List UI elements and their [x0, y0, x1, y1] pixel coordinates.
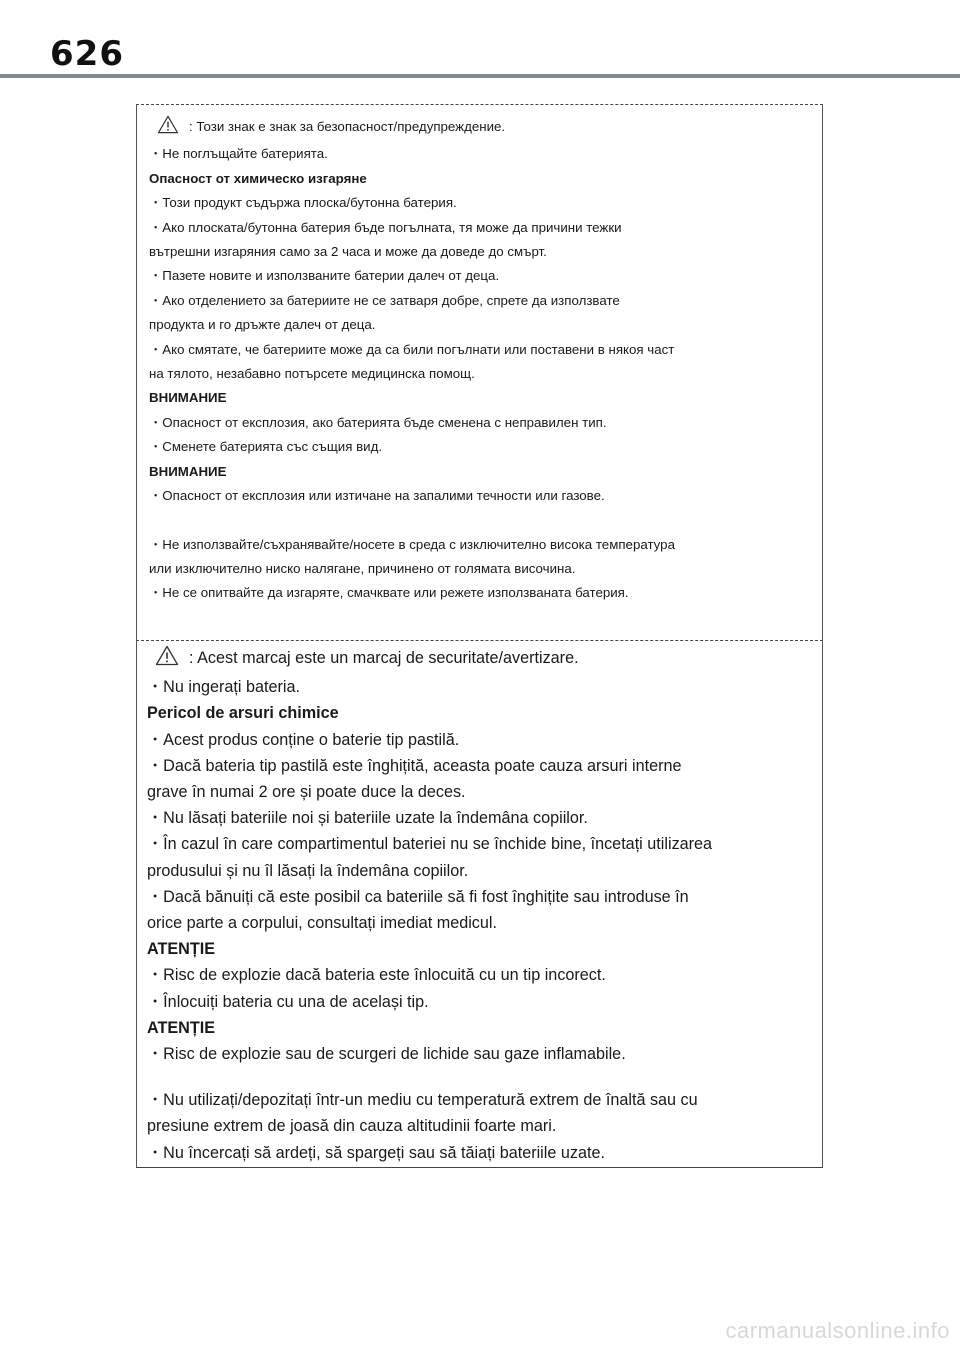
romanian-warning-box — [136, 641, 823, 1168]
ro-line-13: ・Nu utilizați/depozitați într-un mediu cu temperatură extrem de înaltă sau cu — [147, 1091, 698, 1110]
ro-line-10: ・Risc de explozie dacă bateria este înlocuită cu un tip incorect. — [147, 966, 606, 985]
warning-triangle-icon — [157, 115, 179, 142]
bulgarian-warning-box — [136, 104, 823, 641]
bg-line-13: ・Не използвайте/съхранявайте/носете в среда с изключително висока температура — [149, 536, 675, 552]
ro-title-text: : Acest marcaj este un marcaj de securitate/avertizare. — [189, 649, 579, 667]
ro-line-6: ・În cazul în care compartimentul bateriei nu se închide bine, încetați utilizarea — [147, 835, 713, 854]
ro-line-11: ・Înlocuiți bateria cu una de același tip. — [147, 992, 429, 1011]
ro-line-3: ・Dacă bateria tip pastilă este înghițită, aceasta poate cauza arsuri interne — [147, 756, 682, 775]
ro-line-14: presiune extrem de joasă din cauza altitudinii foarte mari. — [147, 1117, 557, 1136]
ro-line-4: grave în numai 2 ore și poate duce la deces. — [147, 783, 466, 802]
bg-spacer — [149, 509, 810, 533]
ro-line-15: ・Nu încercați să ardeți, să spargeți sau să tăiați bateriile uzate. — [147, 1143, 605, 1162]
bg-title-line — [149, 115, 810, 142]
bg-line-11: ・Сменете батерията със същия вид. — [149, 439, 383, 455]
bg-line-9: на тялото, незабавно потърсете медицинска помощ. — [149, 366, 475, 382]
ro-line-9: orice parte a corpului, consultați imediat medicul. — [147, 914, 497, 933]
ro-line-2: ・Acest produs conține o baterie tip pastilă. — [147, 730, 460, 749]
page-number: 626 — [50, 34, 124, 74]
bg-line-14: или изключително ниско налягане, причинено от голямата височина. — [149, 560, 576, 576]
ro-line-1: ・Nu ingerați bateria. — [147, 678, 300, 697]
ro-line-7: produsului și nu îl lăsați la îndemâna copiilor. — [147, 861, 469, 880]
bg-heading-caution-1: ВНИМАНИЕ — [149, 390, 227, 406]
ro-line-5: ・Nu lăsați bateriile noi și bateriile uzate la îndemâna copiilor. — [147, 809, 588, 828]
bg-line-2: ・Този продукт съдържа плоска/бутонна батерия. — [149, 195, 457, 211]
ro-line-8: ・Dacă bănuiți că este posibil ca bateriile să fi fost înghițite sau introduse în — [147, 887, 689, 906]
ro-title-line — [147, 645, 812, 674]
bg-heading-chemical-burn: Опасност от химическо изгаряне — [149, 170, 367, 186]
ro-spacer — [147, 1067, 812, 1087]
bg-line-4: вътрешни изгаряния само за 2 часа и може да доведе до смърт. — [149, 244, 547, 260]
bg-heading-caution-2: ВНИМАНИЕ — [149, 463, 227, 479]
bg-line-5: ・Пазете новите и използваните батерии далеч от деца. — [149, 268, 500, 284]
watermark-text: carmanualsonline.info — [725, 1318, 950, 1343]
bg-line-12: ・Опасност от експлозия или изтичане на запалими течности или газове. — [149, 488, 605, 504]
bg-title-text: : Този знак е знак за безопасност/предупреждение. — [189, 119, 506, 134]
bg-line-7: продукта и го дръжте далеч от деца. — [149, 317, 376, 333]
bg-line-1: ・Не поглъщайте батерията. — [149, 146, 328, 162]
header-rule — [0, 74, 960, 78]
bg-line-15: ・Не се опитвайте да изгаряте, смачквате или режете използваната батерия. — [149, 585, 629, 601]
bg-line-8: ・Ако смятате, че батериите може да са били погълнати или поставени в някоя част — [149, 341, 675, 357]
bg-line-10: ・Опасност от експлозия, ако батерията бъде сменена с неправилен тип. — [149, 414, 607, 430]
warning-triangle-icon — [155, 645, 179, 674]
bg-line-6: ・Ако отделението за батериите не се затваря добре, спрете да използвате — [149, 292, 620, 308]
ro-line-12: ・Risc de explozie sau de scurgeri de lichide sau gaze inflamabile. — [147, 1045, 626, 1064]
ro-heading-caution-2: ATENȚIE — [147, 1018, 216, 1037]
bg-line-3: ・Ако плоската/бутонна батерия бъде погълната, тя може да причини тежки — [149, 219, 622, 235]
ro-heading-caution-1: ATENȚIE — [147, 940, 216, 959]
ro-heading-chemical-burn: Pericol de arsuri chimice — [147, 704, 339, 723]
